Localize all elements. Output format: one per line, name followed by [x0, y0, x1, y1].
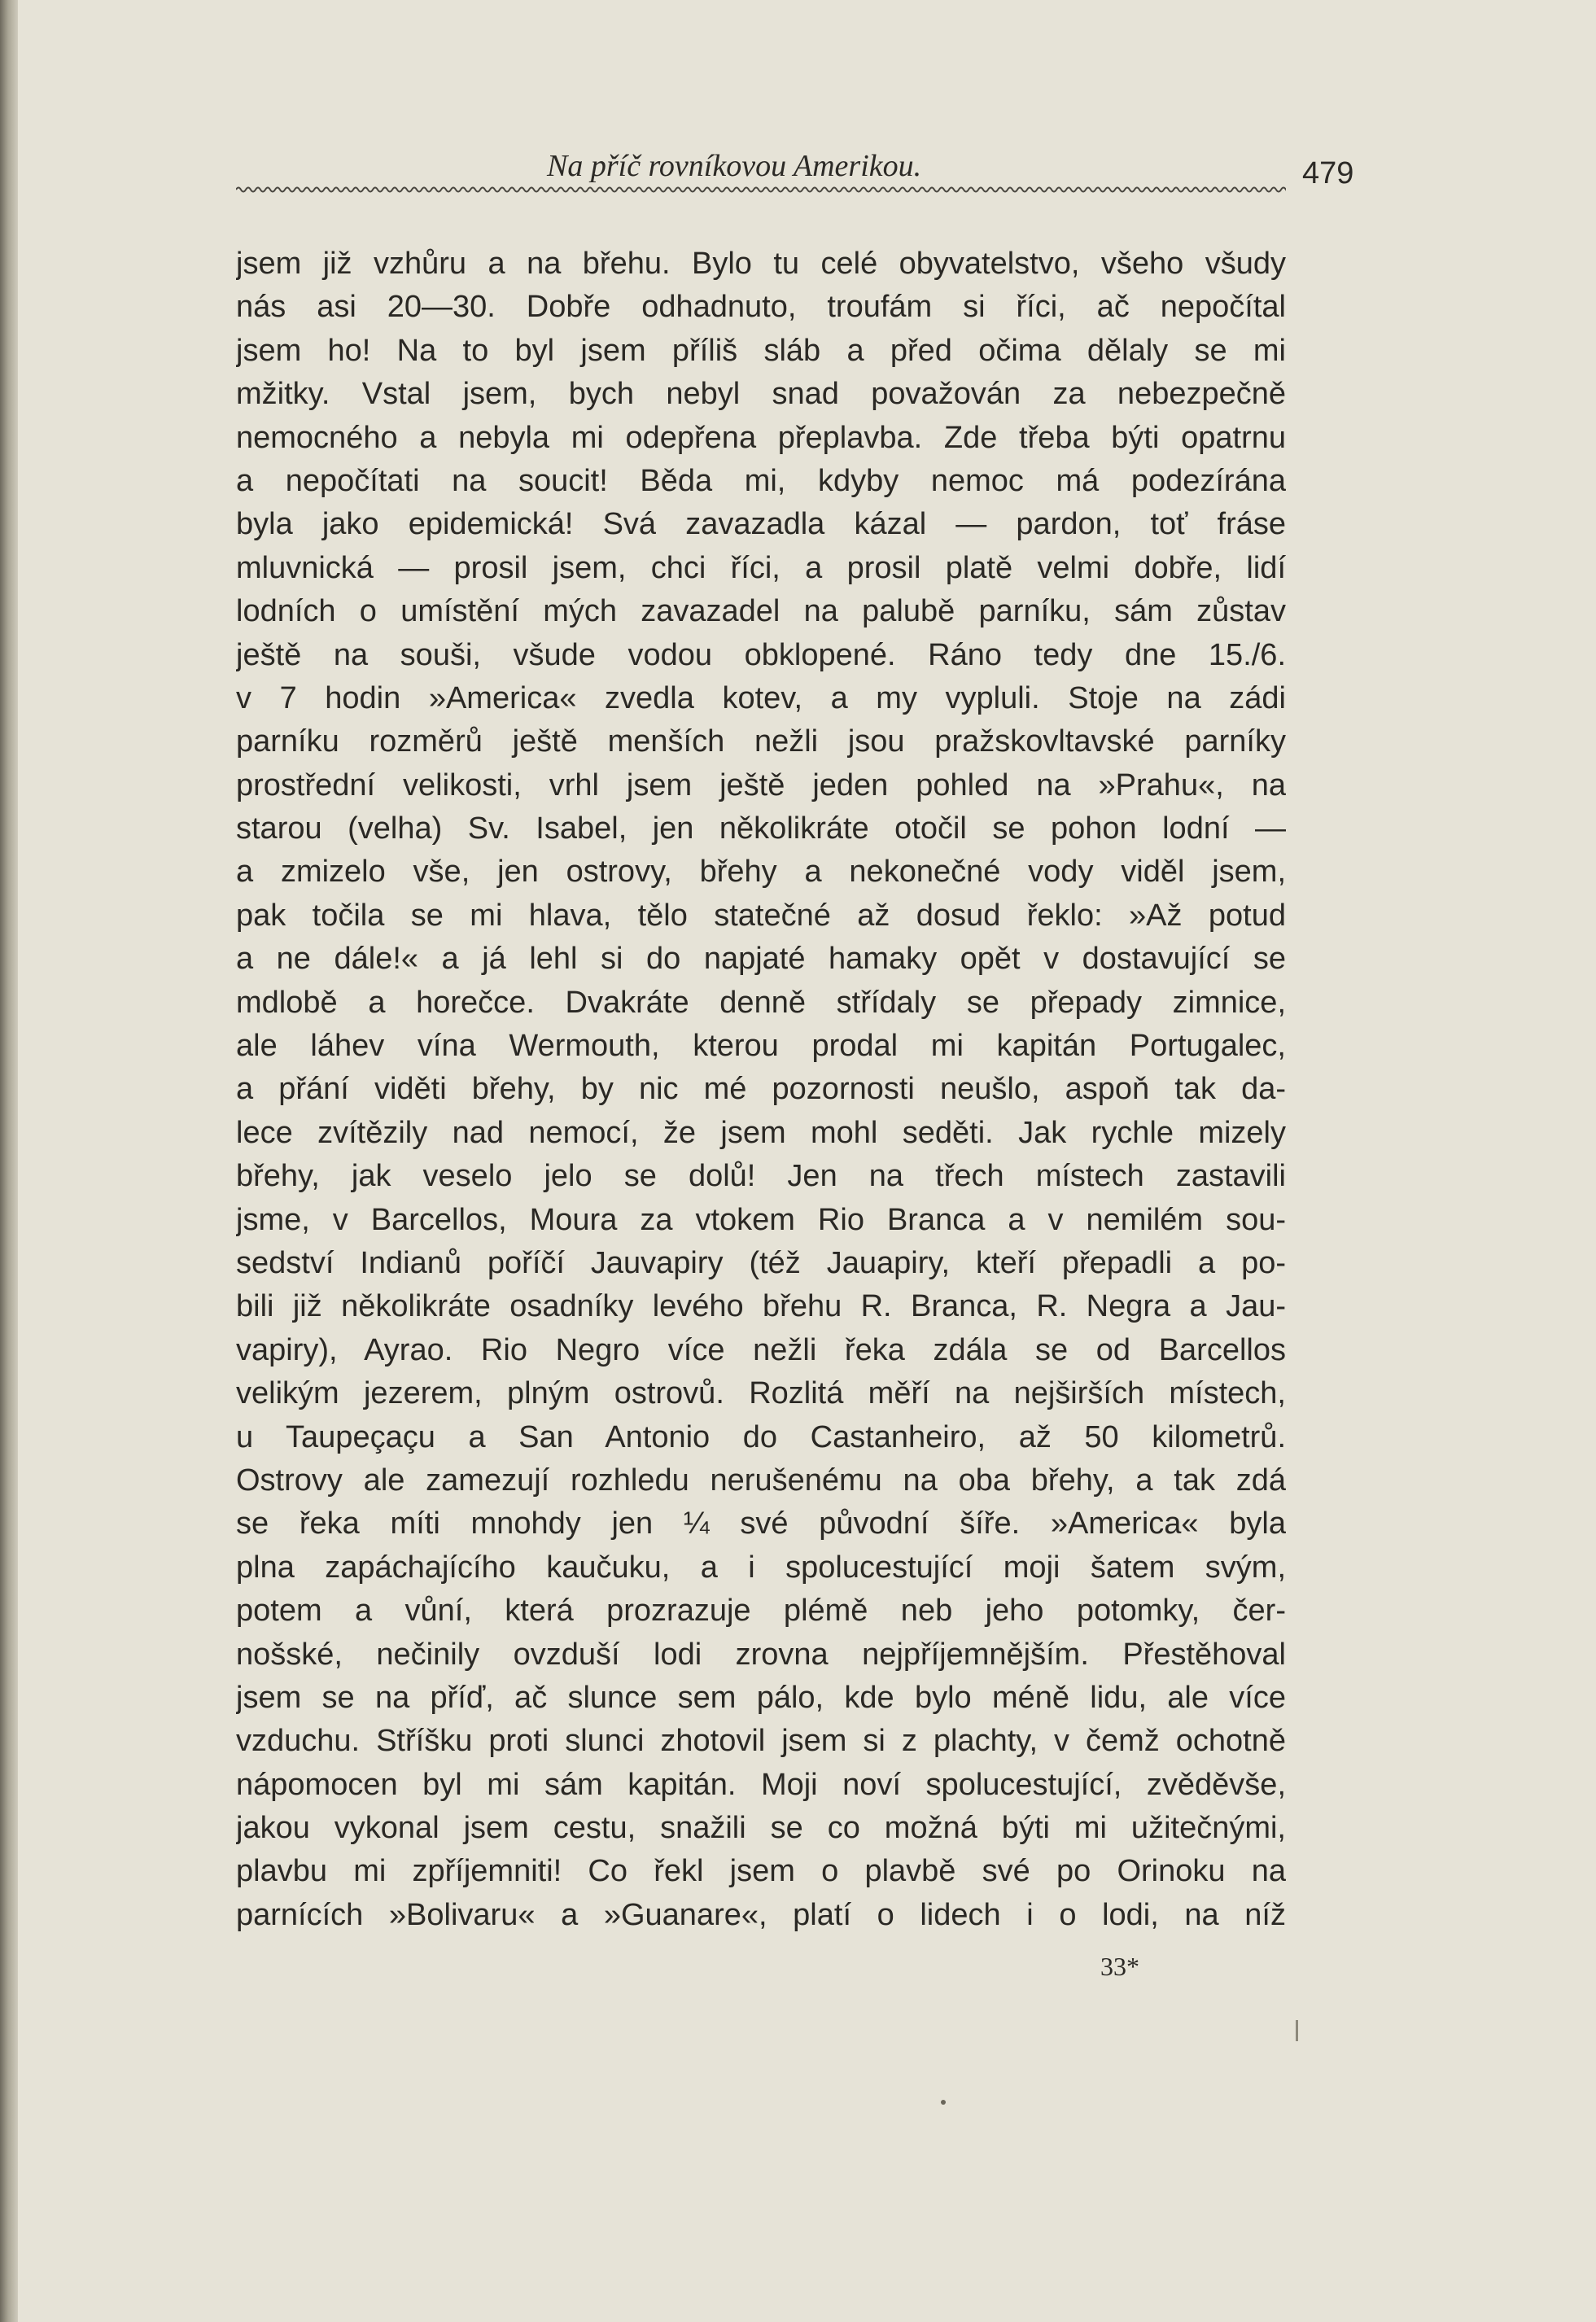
page-number: 479 [1302, 156, 1354, 190]
ink-dot [941, 2100, 946, 2105]
text-line: mdlobě a horečce. Dvakráte denně střídaly se přepady zimnice, [236, 985, 1286, 1020]
signature-mark: 33* [1100, 1952, 1139, 1981]
text-line: u Taupeçaçu a San Antonio do Castanheiro, až 50 kilometrů. [236, 1419, 1286, 1454]
text-line: bili již několikráte osadníky levého břehu R. Branca, R. Negra a Jau- [236, 1289, 1286, 1324]
text-line: jsem se na příď, ač slunce sem pálo, kde bylo méně lidu, ale více [236, 1680, 1286, 1715]
text-line: břehy, jak veselo jelo se dolů! Jen na třech místech zastavili [236, 1159, 1286, 1194]
running-head [236, 140, 1354, 197]
text-line: jsme, v Barcellos, Moura za vtokem Rio Branca a v nemilém sou- [236, 1202, 1286, 1237]
text-line: nápomocen byl mi sám kapitán. Moji noví spolucestující, zvěděvše, [236, 1767, 1286, 1802]
text-line: plavbu mi zpříjemniti! Co řekl jsem o plavbě své po Orinoku na [236, 1854, 1286, 1889]
text-line: nošské, nečinily ovzduší lodi zrovna nejpříjemnějším. Přestěhoval [236, 1637, 1286, 1672]
text-line: v 7 hodin »America« zvedla kotev, a my vypluli. Stoje na zádi [236, 680, 1286, 715]
text-line: prostřední velikosti, vrhl jsem ještě jeden pohled na »Prahu«, na [236, 767, 1286, 802]
body-text [236, 243, 1286, 1984]
text-line: starou (velha) Sv. Isabel, jen několikráte otočil se pohon lodní — [236, 811, 1286, 846]
text-line: pak točila se mi hlava, tělo statečné až dosud řeklo: »Až potud [236, 898, 1286, 933]
text-line: a ne dále!« a já lehl si do napjaté hamaky opět v dostavující se [236, 942, 1286, 977]
text-line: potem a vůní, která prozrazuje plémě neb jeho potomky, čer- [236, 1594, 1286, 1629]
wavy-header-rule [236, 184, 1286, 195]
text-line: vzduchu. Stříšku proti slunci zhotovil jsem si z plachty, v čemž ochotně [236, 1724, 1286, 1759]
text-line: jakou vykonal jsem cestu, snažili se co možná býti mi užitečnými, [236, 1811, 1286, 1846]
text-line: lece zvítězily nad nemocí, že jsem mohl seděti. Jak rychle mizely [236, 1115, 1286, 1150]
text-line: vapiry), Ayrao. Rio Negro více nežli řeka zdála se od Barcellos [236, 1332, 1286, 1367]
text-line: a přání viděti břehy, by nic mé pozornosti neušlo, aspoň tak da- [236, 1072, 1286, 1107]
text-line: ještě na souši, všude vodou obklopené. Ráno tedy dne 15./6. [236, 637, 1286, 672]
text-line: nás asi 20—30. Dobře odhadnuto, troufám si říci, ač nepočítal [236, 290, 1286, 325]
text-line: nemocného a nebyla mi odepřena přeplavba. Zde třeba býti opatrnu [236, 420, 1286, 455]
text-line: a zmizelo vše, jen ostrovy, břehy a nekonečné vody viděl jsem, [236, 855, 1286, 890]
text-line: lodních o umístění mých zavazadel na palubě parníku, sám zůstav [236, 594, 1286, 629]
text-line: mžitky. Vstal jsem, bych nebyl snad považován za nebezpečně [236, 377, 1286, 412]
printer-mark [1296, 2020, 1298, 2041]
running-title: Na příč rovníkovou Amerikou. [547, 149, 922, 183]
text-line: Ostrovy ale zamezují rozhledu nerušenému na oba břehy, a tak zdá [236, 1463, 1286, 1498]
text-line: plna zapáchajícího kaučuku, a i spolucestující moji šatem svým, [236, 1550, 1286, 1585]
text-line: se řeka míti mnohdy jen ¼ své původní šíře. »America« byla [236, 1506, 1286, 1541]
text-line: a nepočítati na soucit! Běda mi, kdyby nemoc má podezírána [236, 463, 1286, 498]
text-line: parníku rozměrů ještě menších nežli jsou pražskovltavské parníky [236, 724, 1286, 759]
book-spine-edge [0, 0, 18, 2322]
text-line: jsem ho! Na to byl jsem příliš sláb a před očima dělaly se mi [236, 333, 1286, 368]
text-line: jsem již vzhůru a na břehu. Bylo tu celé obyvatelstvo, všeho všudy [236, 247, 1286, 281]
text-line: velikým jezerem, plným ostrovů. Rozlitá měří na nejširších místech, [236, 1376, 1286, 1411]
text-line: sedství Indianů poříčí Jauvapiry (též Jauapiry, kteří přepadli a po- [236, 1245, 1286, 1280]
text-line: parnících »Bolivaru« a »Guanare«, platí o lidech i o lodi, na níž [236, 1897, 1286, 1932]
text-line: ale láhev vína Wermouth, kterou prodal mi kapitán Portugalec, [236, 1029, 1286, 1064]
text-line: mluvnická — prosil jsem, chci říci, a prosil platě velmi dobře, lidí [236, 550, 1286, 585]
text-line: byla jako epidemická! Svá zavazadla kázal — pardon, toť fráse [236, 507, 1286, 542]
